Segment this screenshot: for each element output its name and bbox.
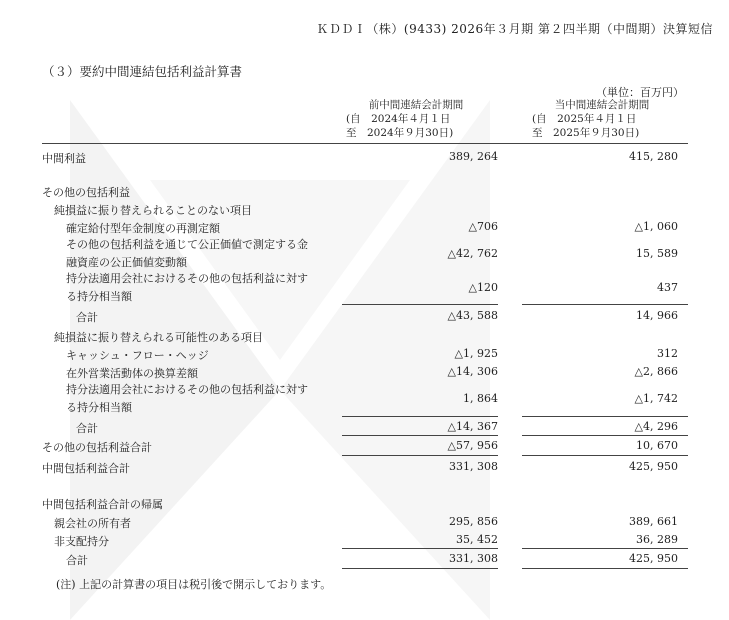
- value-curr: △4, 296: [634, 420, 678, 433]
- period-to: 至 2025年９月30日): [532, 127, 640, 139]
- period-to: 至 2024年９月30日): [346, 127, 454, 139]
- value-prev: △14, 306: [447, 365, 498, 378]
- row-label: 合計: [66, 554, 88, 567]
- section-title: （３）要約中間連結包括利益計算書: [42, 64, 243, 79]
- value-curr: △1, 742: [634, 392, 678, 405]
- table-row: [0, 148, 729, 166]
- value-prev: △120: [468, 281, 498, 294]
- table-row: [0, 513, 729, 531]
- value-curr: △2, 866: [634, 365, 678, 378]
- value-curr: 437: [657, 281, 678, 294]
- row-label-line2: る持分相当額: [66, 401, 132, 414]
- value-prev: △14, 367: [447, 420, 498, 433]
- table-row: [0, 458, 729, 476]
- value-prev: △42, 762: [447, 247, 498, 260]
- table-row: [0, 182, 729, 200]
- value-prev: △57, 956: [447, 439, 498, 452]
- unit-label: （単位：百万円）: [596, 86, 684, 99]
- table-row: [0, 418, 729, 436]
- value-curr: 15, 589: [636, 247, 678, 260]
- table-row: [0, 363, 729, 381]
- value-curr: 312: [657, 347, 678, 360]
- row-label: 在外営業活動体の換算差額: [66, 367, 198, 380]
- value-curr: 389, 661: [629, 515, 678, 528]
- row-label: 合計: [76, 311, 98, 324]
- table-row: [0, 218, 729, 236]
- row-label: 合計: [76, 422, 98, 435]
- value-curr: 425, 950: [629, 552, 678, 565]
- total-rule: [342, 548, 498, 549]
- table-row: [0, 236, 729, 272]
- row-label: 親会社の所有者: [54, 517, 131, 530]
- row-label-line1: 持分法適用会社におけるその他の包括利益に対す: [66, 383, 308, 396]
- value-curr: 36, 289: [636, 533, 678, 546]
- value-prev: 331, 308: [449, 552, 498, 565]
- row-label-line1: その他の包括利益を通じて公正価値で測定する金: [66, 238, 308, 251]
- subtotal-rule: [342, 304, 498, 305]
- document-header: ＫＤＤＩ（株）(9433) 2026年３月期 第２四半期（中間期）決算短信: [316, 22, 713, 36]
- row-label: 純損益に振り替えられることのない項目: [54, 204, 252, 217]
- row-label-line2: 融資産の公正価値変動額: [66, 256, 187, 269]
- column-title: 当中間連結会計期間: [554, 99, 650, 111]
- value-curr: 14, 966: [636, 309, 678, 322]
- row-label-line1: 持分法適用会社におけるその他の包括利益に対す: [66, 272, 308, 285]
- total-rule: [522, 548, 688, 549]
- total-rule: [342, 455, 498, 456]
- value-prev: △1, 925: [454, 347, 498, 360]
- row-label: 中間包括利益合計: [42, 462, 130, 475]
- row-label: キャッシュ・フロー・ヘッジ: [66, 349, 209, 362]
- value-prev: 389, 264: [449, 150, 498, 163]
- total-rule: [522, 455, 688, 456]
- total-rule: [342, 435, 498, 436]
- column-header-curr: [522, 98, 682, 140]
- period-from: (自 2024年４月１日: [346, 113, 451, 125]
- row-label: 非支配持分: [54, 535, 109, 548]
- value-prev: △43, 588: [447, 309, 498, 322]
- value-curr: 415, 280: [629, 150, 678, 163]
- value-prev: 35, 452: [456, 533, 498, 546]
- row-label: 中間利益: [42, 152, 86, 165]
- row-label: その他の包括利益: [42, 186, 130, 199]
- value-prev: 331, 308: [449, 460, 498, 473]
- column-header-prev: [336, 98, 496, 140]
- header-rule: [42, 143, 688, 144]
- total-rule: [522, 435, 688, 436]
- table-row: [0, 345, 729, 363]
- table-row: [0, 550, 729, 568]
- table-row: [0, 437, 729, 455]
- value-curr: 10, 670: [636, 439, 678, 452]
- value-curr: △1, 060: [634, 220, 678, 233]
- row-label: 確定給付型年金制度の再測定額: [66, 222, 220, 235]
- table-row: [0, 307, 729, 325]
- table-row: [0, 200, 729, 218]
- row-label: 純損益に振り替えられる可能性のある項目: [54, 331, 263, 344]
- table-row: [0, 327, 729, 345]
- value-curr: 425, 950: [629, 460, 678, 473]
- table-row: [0, 381, 729, 417]
- period-from: (自 2025年４月１日: [532, 113, 637, 125]
- subtotal-rule: [522, 416, 688, 417]
- row-label: 中間包括利益合計の帰属: [42, 498, 163, 511]
- table-row: [0, 270, 729, 306]
- subtotal-rule: [522, 304, 688, 305]
- value-prev: 1, 864: [463, 392, 498, 405]
- footnote: (注) 上記の計算書の項目は税引後で開示しております。: [56, 578, 332, 591]
- total-rule: [342, 568, 498, 569]
- subtotal-rule: [342, 416, 498, 417]
- table-row: [0, 531, 729, 549]
- column-title: 前中間連結会計期間: [368, 99, 464, 111]
- row-label-line2: る持分相当額: [66, 290, 132, 303]
- value-prev: 295, 856: [449, 515, 498, 528]
- row-label: その他の包括利益合計: [42, 441, 152, 454]
- total-rule: [522, 568, 688, 569]
- value-prev: △706: [468, 220, 498, 233]
- table-row: [0, 494, 729, 512]
